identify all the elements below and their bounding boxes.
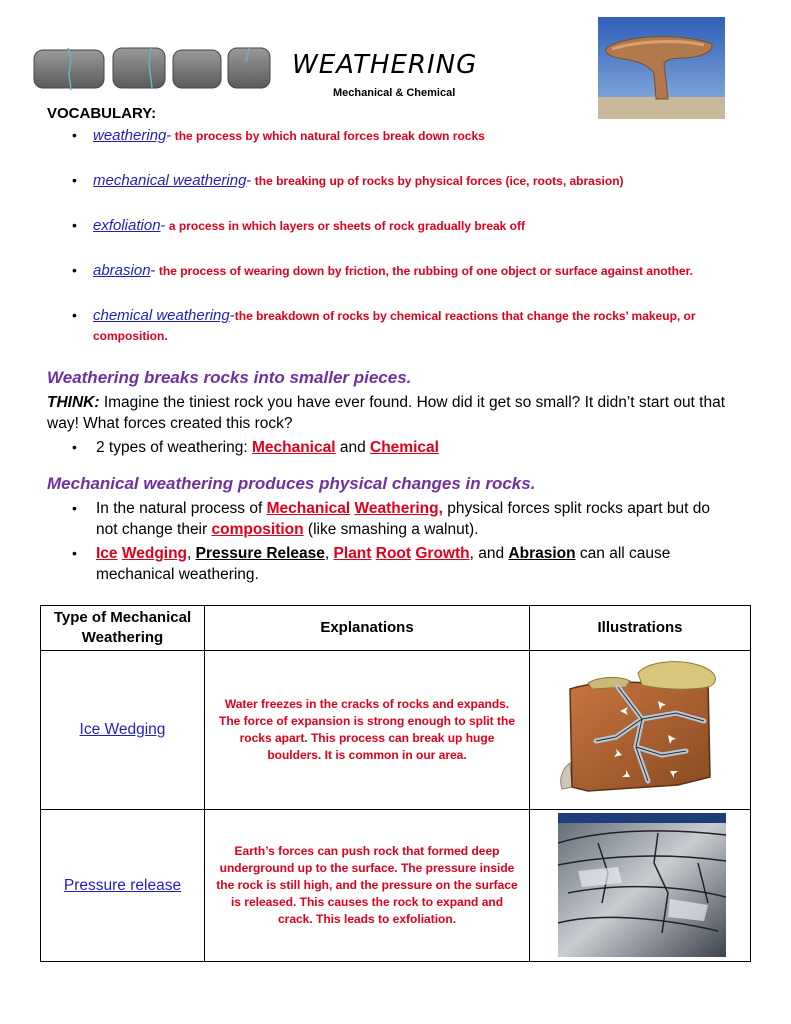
keyword-mechanical: Mechanical (266, 500, 351, 517)
mechanical-weathering-table (40, 605, 751, 962)
vocab-item (72, 216, 752, 236)
vocabulary-heading: VOCABULARY: (47, 105, 157, 122)
vocab-dash: - (160, 217, 166, 234)
text: (like smashing a walnut). (303, 521, 479, 538)
bullet-icon: • (72, 500, 77, 516)
keyword-growth: Growth (415, 545, 470, 562)
rock-arch-photo (598, 17, 725, 119)
keyword-ice: Ice (96, 545, 118, 562)
table-header-explanations: Explanations (204, 605, 530, 651)
vocab-item (72, 306, 712, 346)
vocab-term: abrasion (93, 262, 151, 279)
bullet-icon: • (72, 307, 77, 323)
page-subtitle: Mechanical & Chemical (333, 87, 456, 99)
keyword-weathering: Weathering, (354, 500, 443, 517)
list-item (72, 543, 732, 585)
table-row-illustration (529, 650, 751, 810)
type-mechanical: Mechanical (251, 439, 336, 456)
types-prefix: 2 types of weathering: (96, 439, 252, 456)
vocab-dash: - (229, 307, 235, 324)
vocab-term: chemical weathering (93, 307, 230, 324)
text: can all cause mechanical weathering. (96, 545, 671, 583)
types-and: and (335, 439, 371, 456)
pressure-release-photo (558, 813, 726, 957)
vocab-definition: the process by which natural forces break down rocks (171, 129, 485, 143)
table-row-illustration (529, 809, 751, 962)
list-item (72, 437, 732, 458)
text: In the natural process of (96, 500, 267, 517)
keyword-pressure-release: Pressure Release (195, 545, 325, 562)
vocab-term: exfoliation (93, 217, 161, 234)
bullet-icon: • (72, 172, 77, 188)
bullet-icon: • (72, 262, 77, 278)
type-chemical: Chemical (370, 439, 439, 456)
page-title: WEATHERING (292, 50, 478, 80)
vocab-term: mechanical weathering (93, 172, 247, 189)
table-row-explanation: Water freezes in the cracks of rocks and expands. The force of expansion is strong enough to split the rocks apart. This process can break up huge boulders. It is common in our area. (204, 650, 530, 810)
bullet-icon: • (72, 545, 77, 561)
text: , (187, 545, 196, 562)
rock-blocks-illustration (33, 44, 271, 92)
table-header-type: Type of Mechanical Weathering (40, 605, 205, 651)
keyword-plant: Plant (333, 545, 372, 562)
text: physical forces split rocks apart but do not change their (96, 500, 710, 538)
section-heading: Mechanical weathering produces physical changes in rocks. (47, 474, 536, 493)
keyword-composition: composition (211, 521, 304, 538)
vocab-definition: a process in which layers or sheets of rock gradually break off (165, 219, 526, 233)
bullet-icon: • (72, 439, 77, 455)
vocab-item (72, 126, 752, 146)
table-row-type-pressure-release[interactable]: Pressure release (40, 809, 205, 962)
bullet-icon: • (72, 127, 77, 143)
vocab-dash: - (166, 127, 172, 144)
table-row-explanation: Earth’s forces can push rock that formed deep underground up to the surface. The pressure inside the rock is still high, and the pressure on the surface is released. This causes the rock to expand and crack. This leads to exfoliation. (204, 809, 530, 962)
table-header-illustrations: Illustrations (529, 605, 751, 651)
vocab-definition: the breaking up of rocks by physical forces (ice, roots, abrasion) (251, 174, 624, 188)
keyword-root: Root (375, 545, 412, 562)
table-row-type-ice-wedging[interactable]: Ice Wedging (40, 650, 205, 810)
vocab-item (72, 261, 752, 281)
vocab-dash: - (150, 262, 156, 279)
think-label: THINK: (47, 394, 100, 411)
bullet-icon: • (72, 217, 77, 233)
think-text: Imagine the tiniest rock you have ever found. How did it get so small? It didn’t start out that way! What forces created this rock? (47, 394, 726, 432)
ice-wedging-illustration (558, 659, 730, 804)
vocab-definition: the process of wearing down by friction, the rubbing of one object or surface against another. (155, 264, 693, 278)
keyword-abrasion: Abrasion (508, 545, 576, 562)
think-paragraph (47, 392, 747, 434)
vocab-definition: the breakdown of rocks by chemical reactions that change the rocks’ makeup, or composition. (93, 309, 696, 343)
text: , (324, 545, 334, 562)
text: , and (469, 545, 509, 562)
keyword-wedging: Wedging (121, 545, 188, 562)
vocab-term: weathering (93, 127, 167, 144)
section-heading: Weathering breaks rocks into smaller pieces. (47, 368, 412, 387)
vocab-item (72, 171, 752, 191)
vocab-dash: - (246, 172, 252, 189)
list-item (72, 498, 732, 540)
